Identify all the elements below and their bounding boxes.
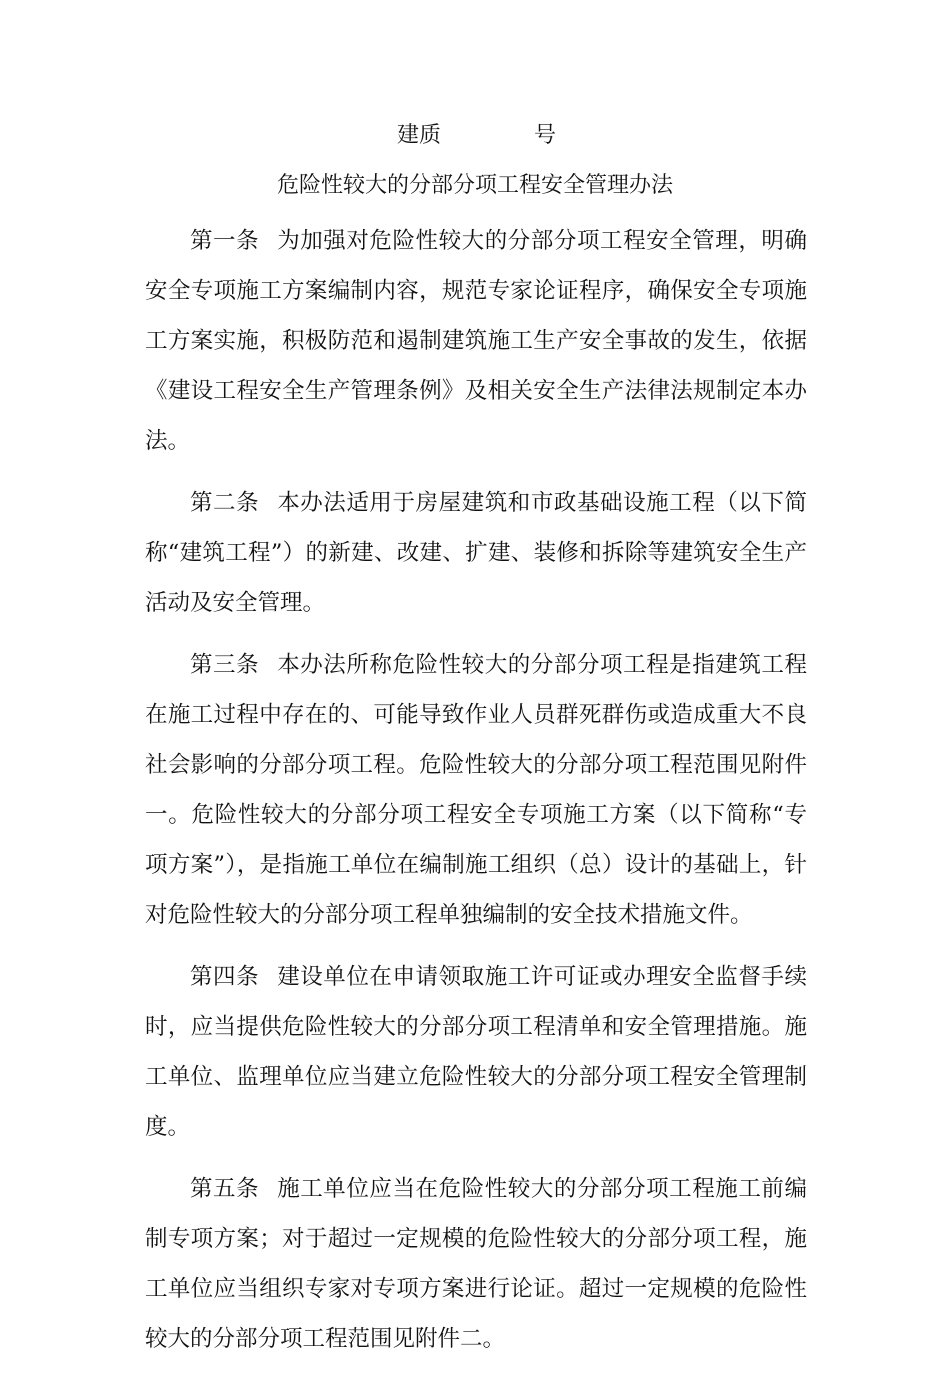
article-label: 第三条: [190, 652, 260, 678]
article-text: 为加强对危险性较大的分部分项工程安全管理，明确安全专项施工方案编制内容，规范专家论证程序，确保安全专项施工方案实施，积极防范和遏制建筑施工生产安全事故的发生，依据《建设工程安全生产管理条例》及相关安全生产法律法规制定本办法。: [145, 228, 807, 454]
article-text: 本办法适用于房屋建筑和市政基础设施工程（以下简称“建筑工程”）的新建、改建、扩建、装修和拆除等建筑安全生产活动及安全管理。: [145, 490, 807, 616]
article-5: [145, 1164, 807, 1364]
article-label: 第四条: [190, 964, 260, 990]
article-text: 施工单位应当在危险性较大的分部分项工程施工前编制专项方案；对于超过一定规模的危险性较大的分部分项工程，施工单位应当组织专家对专项方案进行论证。超过一定规模的危险性较大的分部分项工程范围见附件二。: [145, 1176, 807, 1352]
article-3: [145, 640, 807, 940]
article-label: 第一条: [190, 228, 260, 254]
article-1: [145, 216, 807, 466]
document-body: [145, 216, 807, 1376]
document-number-prefix: 建质: [397, 123, 442, 148]
article-label: 第五条: [190, 1176, 260, 1202]
document-number-suffix: 号: [534, 123, 557, 148]
article-4: [145, 952, 807, 1152]
article-text: 建设单位在申请领取施工许可证或办理安全监督手续时，应当提供危险性较大的分部分项工程清单和安全管理措施。施工单位、监理单位应当建立危险性较大的分部分项工程安全管理制度。: [145, 964, 807, 1140]
article-2: [145, 478, 807, 628]
document-title: 危险性较大的分部分项工程安全管理办法: [276, 173, 673, 198]
article-text: 本办法所称危险性较大的分部分项工程是指建筑工程在施工过程中存在的、可能导致作业人员群死群伤或造成重大不良社会影响的分部分项工程。危险性较大的分部分项工程范围见附件一。危险性较大的分部分项工程安全专项施工方案（以下简称“专项方案”），是指施工单位在编制施工组织（总）设计的基础上，针对危险性较大的分部分项工程单独编制的安全技术措施文件。: [145, 652, 807, 928]
article-label: 第二条: [190, 490, 260, 516]
